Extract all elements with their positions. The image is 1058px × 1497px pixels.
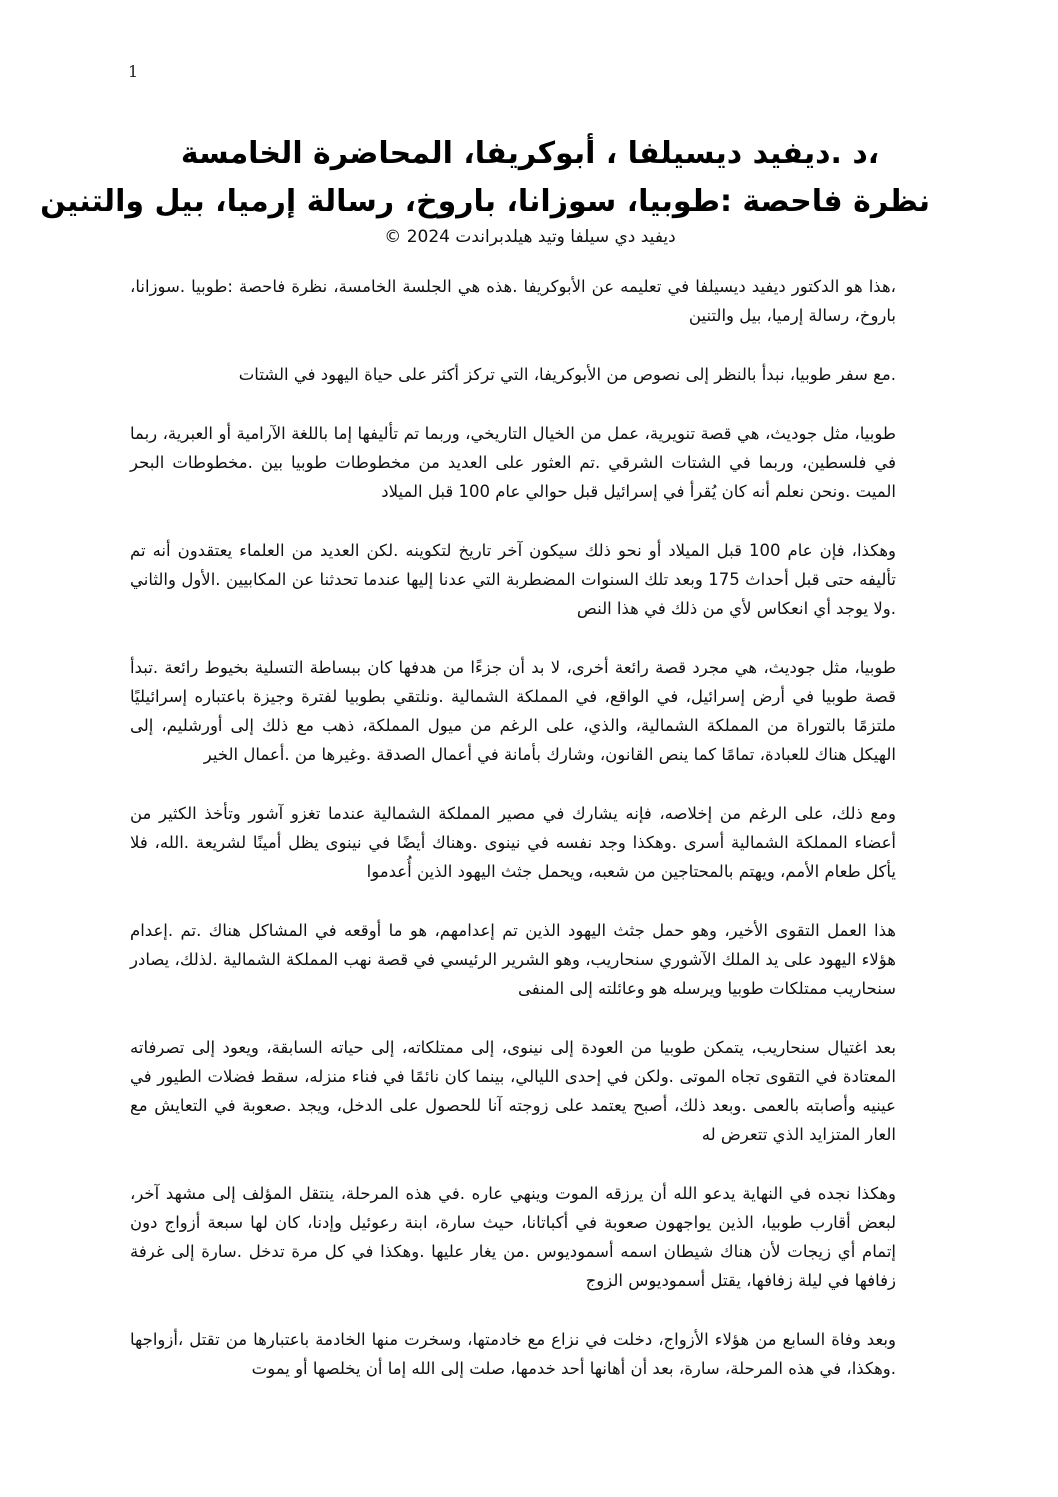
page-number: 1 [128, 62, 139, 81]
paragraph-3: طوبيا، مثل جوديث، هي قصة تنويرية، عمل من الخيال التاريخي، وربما تم تأليفها إما باللغة الآرامية أو العبرية، ربما في فلسطين، وربما في الشتات الشرقي .تم العثور على العديد من مخطوطات طوبيا بين .مخطوطات البحر الميت .ونحن نعلم أنه كان يُقرأ في إسرائيل قبل حوالي عام 100 قبل الميلاد [130, 424, 896, 501]
copyright-subtitle: ديفيد دي سيلفا وتيد هيلدبراندت 2024 © [384, 227, 676, 247]
paragraph-2: .مع سفر طوبيا، نبدأ بالنظر إلى نصوص من الأبوكريفا، التي تركز أكثر على حياة اليهود في الشتات [238, 365, 896, 384]
paragraph-10: وبعد وفاة السابع من هؤلاء الأزواج، دخلت في نزاع مع خادمتها، وسخرت منها الخادمة باعتبارها من تقتل ،أزواجها .وهكذا، في هذه المرحلة، سارة، بعد أن أهانها أحد خدمها، صلت إلى الله إما أن يخلصها أو يموت [130, 1330, 896, 1378]
paragraph-8: بعد اغتيال سنحاريب، يتمكن طوبيا من العودة إلى نينوى، إلى ممتلكاته، إلى حياته السابقة، ويعود إلى تصرفاته المعتادة في التقوى تجاه الموتى .ولكن في إحدى الليالي، بينما كان نائمًا في فناء منزله، سقط فضلات الطيور في عينيه وأصابته بالعمى .وبعد ذلك، أصبح يعتمد على زوجته آنا للحصول على الدخل، ويجد .صعوبة في التعايش مع العار المتزايد الذي تتعرض له [130, 1038, 896, 1144]
document-body [130, 272, 896, 1413]
title-block [40, 130, 930, 250]
title-line-2: نظرة فاحصة :طوبيا، سوزانا، باروخ، رسالة إرميا، بيل والتنين [40, 184, 930, 219]
paragraph-5: طوبيا، مثل جوديث، هي مجرد قصة رائعة أخرى، لا بد أن جزءًا من هدفها كان ببساطة التسلية بخيوط رائعة .تبدأ قصة طوبيا في أرض إسرائيل، في الواقع، في المملكة الشمالية .ونلتقي بطوبيا لفترة وجيزة باعتباره إسرائيليًا ملتزمًا بالتوراة من المملكة الشمالية، والذي، على الرغم من ميول المملكة، ذهب مع ذلك إلى أورشليم، إلى الهيكل هناك للعبادة، تمامًا كما ينص القانون، وشارك بأمانة في أعمال الصدقة .وغيرها من .أعمال الخير [130, 658, 896, 764]
paragraph-9: وهكذا نجده في النهاية يدعو الله أن يرزقه الموت وينهي عاره .في هذه المرحلة، ينتقل المؤلف إلى مشهد آخر، لبعض أقارب طوبيا، الذين يواجهون صعوبة في أكباتانا، حيث سارة، ابنة رعوئيل وإدنا، كان لها سبعة أزواج دون إتمام أي زيجات لأن هناك شيطان اسمه أسموديوس .من يغار عليها .وهكذا في كل مرة تدخل .سارة إلى غرفة زفافها في ليلة زفافها، يقتل أسموديوس الزوج [130, 1184, 896, 1290]
title-line-1: ،د .ديفيد ديسيلفا ، أبوكريفا، المحاضرة الخامسة [180, 136, 880, 171]
paragraph-1: ،هذا هو الدكتور ديفيد ديسيلفا في تعليمه عن الأبوكريفا .هذه هي الجلسة الخامسة، نظرة فاحصة :طوبيا .سوزانا، باروخ، رسالة إرميا، بيل والتنين [130, 277, 896, 325]
paragraph-6: ومع ذلك، على الرغم من إخلاصه، فإنه يشارك في مصير المملكة الشمالية عندما تغزو آشور وتأخذ الكثير من أعضاء المملكة الشمالية أسرى .وهكذا وجد نفسه في نينوى .وهناك أيضًا في نينوى يظل أمينًا لشريعة .الله، فلا يأكل طعام الأمم، ويهتم بالمحتاجين من شعبه، ويحمل جثث اليهود الذين أُعدموا [130, 804, 896, 881]
paragraph-7: هذا العمل التقوى الأخير، وهو حمل جثث اليهود الذين تم إعدامهم، هو ما أوقعه في المشاكل هناك .تم .إعدام هؤلاء اليهود على يد الملك الآشوري سنحاريب، وهو الشرير الرئيسي في قصة نهب المملكة الشمالية .لذلك، يصادر سنحاريب ممتلكات طوبيا ويرسله هو وعائلته إلى المنفى [130, 921, 896, 998]
paragraph-4: وهكذا، فإن عام 100 قبل الميلاد أو نحو ذلك سيكون آخر تاريخ لتكوينه .لكن العديد من العلماء يعتقدون أنه تم تأليفه حتى قبل أحداث 175 وبعد تلك السنوات المضطربة التي عدنا إليها عندما تحدثنا عن المكابيين .الأول والثاني .ولا يوجد أي انعكاس لأي من ذلك في هذا النص [130, 541, 897, 618]
